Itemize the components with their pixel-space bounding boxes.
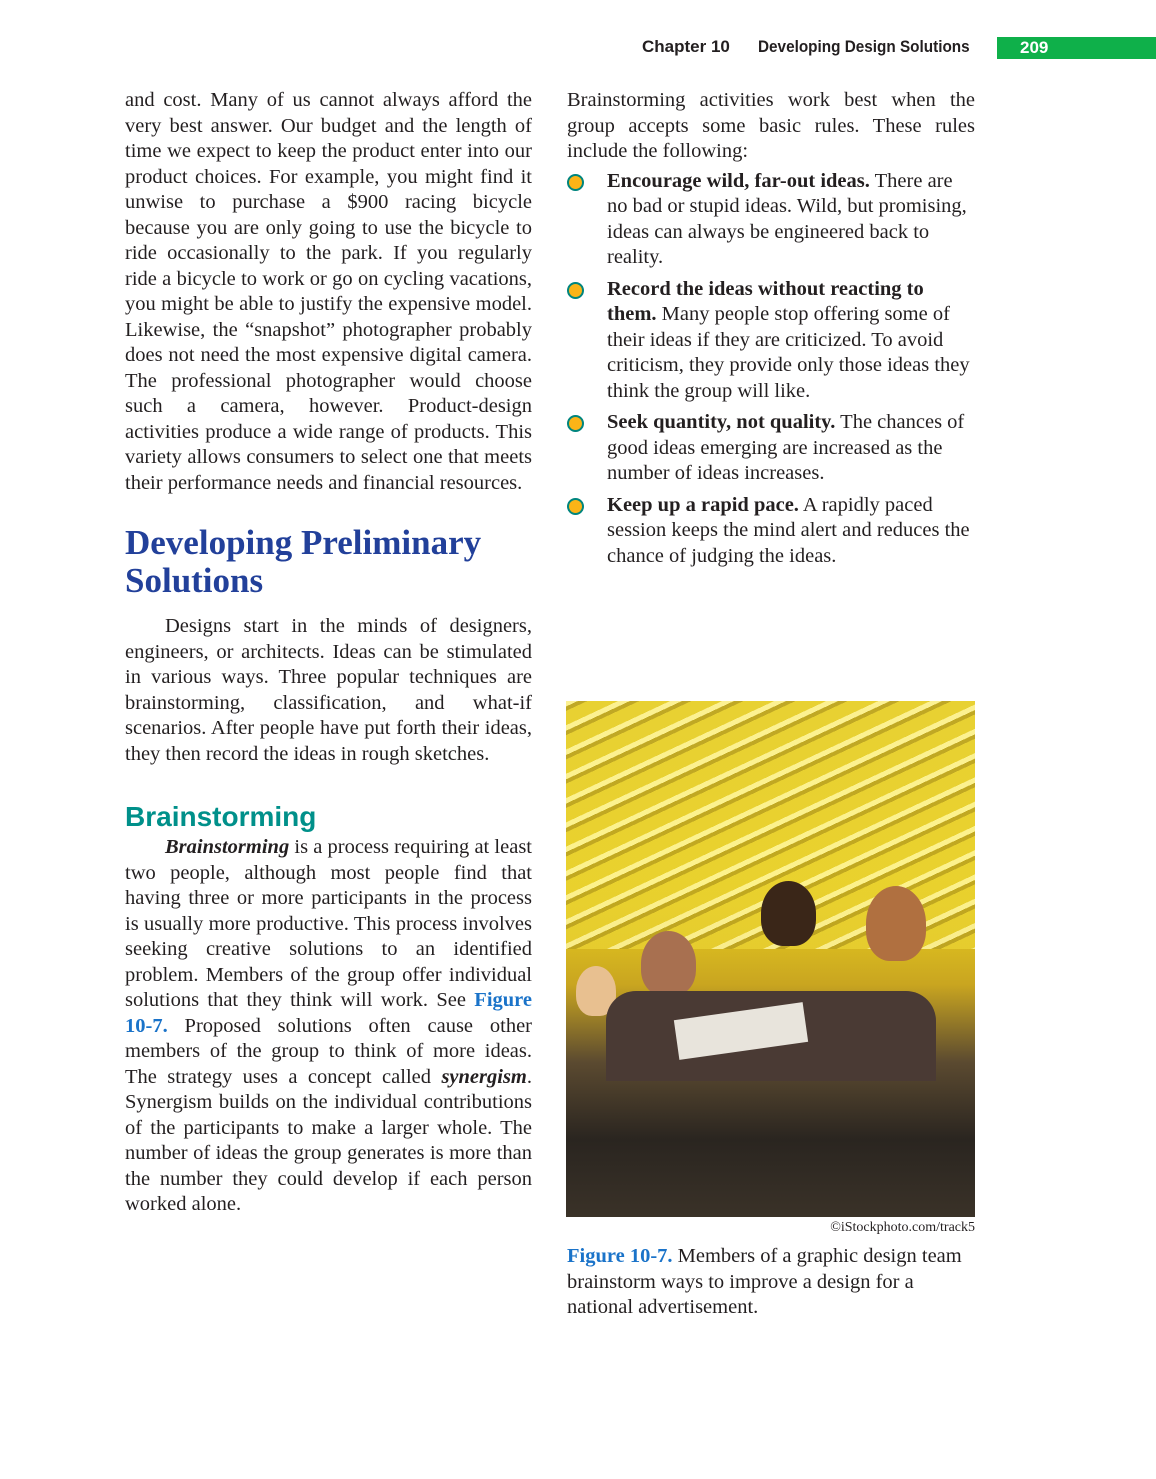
running-header xyxy=(0,36,1156,60)
subsection-heading: Brainstorming xyxy=(125,801,317,832)
left-column xyxy=(125,88,532,1218)
rule-title: Encourage wild, far-out ideas. xyxy=(607,169,870,192)
rule-text: The chances of good ideas emerging are increased as the number of ideas increases. xyxy=(607,411,965,484)
list-item xyxy=(567,169,975,271)
photo-person xyxy=(761,881,816,946)
list-item xyxy=(567,277,975,405)
bullet-icon xyxy=(567,498,584,515)
rule-text: Many people stop offering some of their ideas if they are criticized. To avoid criticism, they provide only those ideas they think the group will like. xyxy=(607,303,970,402)
figure-caption xyxy=(567,1244,975,1321)
bullet-icon xyxy=(567,282,584,299)
rule-title: Record the ideas without reacting to them. xyxy=(607,277,924,325)
paragraph: Designs start in the minds of designers, engineers, or architects. Ideas can be stimulated in various ways. Three popular techniques are brainstorming, classification, and what-if scenarios. After people have put forth their ideas, they then record the ideas in rough sketches. xyxy=(125,615,532,765)
figure-label: Figure 10-7. xyxy=(567,1245,673,1267)
rule-text: A rapidly paced session keeps the mind alert and reduces the chance of judging the ideas. xyxy=(607,493,970,567)
rules-list xyxy=(567,169,975,570)
bullet-icon xyxy=(567,415,584,432)
photo-person xyxy=(641,931,696,996)
list-item xyxy=(567,493,975,570)
page-number: 209 xyxy=(997,37,1156,59)
section-heading: Developing Preliminary Solutions xyxy=(125,523,482,600)
bullet-icon xyxy=(567,174,584,191)
rule-title: Keep up a rapid pace. xyxy=(607,493,799,516)
paragraph xyxy=(125,835,532,1218)
paragraph: and cost. Many of us cannot always afford the very best answer. Our budget and the length of time we expect to keep the product enter into our product choices. For example, you might find it unwise to purchase a $900 racing bicycle because you are only going to use the bicycle to ride occasionally to the park. If you regularly ride a bicycle to work or go on cycling vacations, you might be able to justify the expensive model. Likewise, the “snapshot” photographer probably does not need the most expensive digital camera. The professional photographer would choose such a camera, however. Product-design activities produce a wide range of products. This variety allows consumers to select one that meets their performance needs and financial resources. xyxy=(125,89,532,494)
figure-reference-link[interactable]: Figure 10-7. xyxy=(125,989,532,1037)
chapter-title: Developing Design Solutions xyxy=(758,37,970,56)
rule-title: Seek quantity, not quality. xyxy=(607,411,836,433)
figure-photo xyxy=(566,701,975,1217)
text: . Synergism builds on the individual contributions of the participants to make a larger whole. The number of ideas the group generates is more than the number they could develop if each person worked alone. xyxy=(125,1065,532,1215)
photo-credit: ©iStockphoto.com/track5 xyxy=(830,1220,975,1235)
right-column xyxy=(567,88,975,575)
caption-text: Members of a graphic design team brainstorm ways to improve a design for a national advertisement. xyxy=(567,1245,962,1318)
chapter-label: Chapter 10 xyxy=(642,37,730,56)
term: Brainstorming xyxy=(165,836,290,858)
text: Proposed solutions often cause other members of the group to think of more ideas. The strategy uses a concept called xyxy=(125,1014,532,1088)
text: is a process requiring at least two people, although most people find that having three or more participants in the process is usually more productive. This process involves seeking creative solutions to an identified problem. Members of the group offer individual solutions that they think will work. See xyxy=(125,836,532,1011)
rule-text: There are no bad or stupid ideas. Wild, but promising, ideas can always be engineered back to reality. xyxy=(607,169,967,268)
photo-person xyxy=(866,886,926,961)
paragraph: Brainstorming activities work best when the group accepts some basic rules. These rules include the following: xyxy=(567,89,975,162)
list-item xyxy=(567,410,975,487)
term: synergism xyxy=(441,1065,527,1088)
